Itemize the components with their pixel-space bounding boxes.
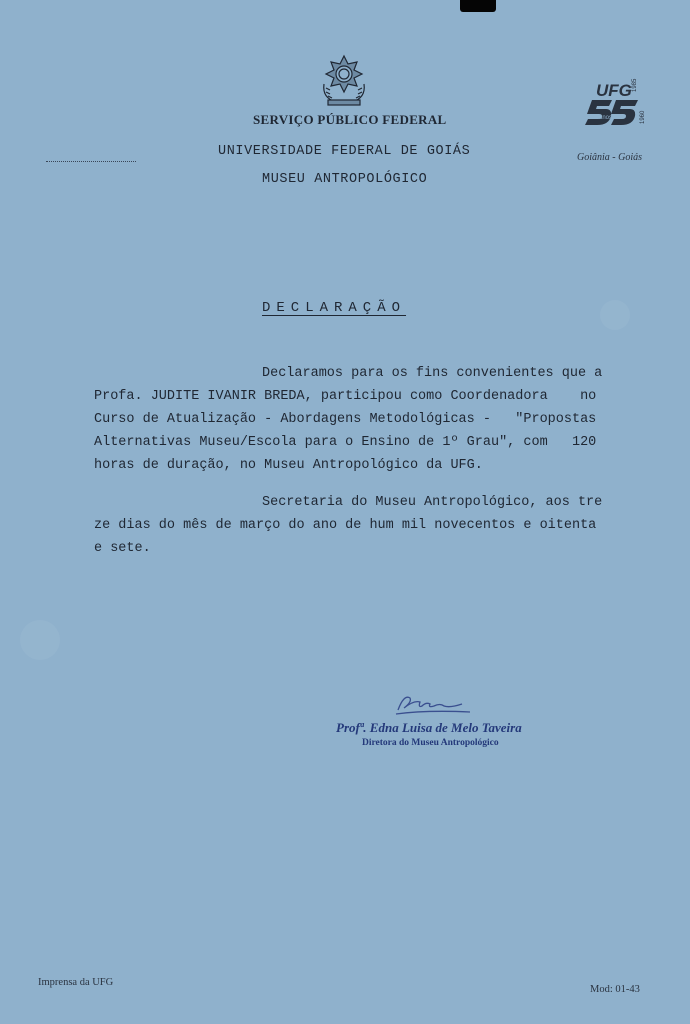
paragraph1-line: Alternativas Museu/Escola para o Ensino de 1º Grau", com 120 [94, 435, 597, 450]
logo-anos-text: anos [599, 115, 613, 121]
university-name: UNIVERSIDADE FEDERAL DE GOIÁS [218, 144, 471, 159]
model-number: Mod: 01-43 [590, 984, 640, 995]
logo-year-start: 1985 [632, 78, 638, 92]
paragraph2-line: e sete. [94, 541, 151, 556]
logo-year-end: 1960 [640, 110, 646, 124]
museum-name: MUSEU ANTROPOLÓGICO [262, 172, 428, 187]
paper-stain [600, 300, 630, 330]
handwritten-signature [394, 692, 474, 718]
paragraph1-line: Curso de Atualização - Abordagens Metodológicas - "Propostas [94, 412, 597, 427]
signatory-name: Profª. Edna Luisa de Melo Taveira [336, 720, 522, 735]
paragraph1-line: Profa. JUDITE IVANIR BREDA, participou como Coordenadora no [94, 389, 597, 404]
ufg-25-anos-logo [578, 78, 648, 130]
service-header: SERVIÇO PÚBLICO FEDERAL [253, 112, 447, 127]
paragraph1-line: horas de duração, no Museu Antropológico da UFG. [94, 458, 483, 473]
paragraph2-line: ze dias do mês de março do ano de hum mil novecentos e oitenta [94, 518, 597, 533]
signatory-role: Diretora do Museu Antropológico [362, 738, 499, 748]
dotted-line [46, 161, 136, 162]
tape-mark [460, 0, 496, 12]
paper-stain [20, 620, 60, 660]
document-title: DECLARAÇÃO [262, 300, 407, 316]
city-label: Goiânia - Goiás [577, 152, 642, 163]
paragraph2-line: Secretaria do Museu Antropológico, aos tre [262, 495, 603, 510]
paragraph1-line: Declaramos para os fins convenientes que a [262, 366, 603, 381]
ufg-logo-text: UFG [596, 81, 632, 100]
brazil-coat-of-arms-icon [318, 54, 370, 108]
printer-label: Imprensa da UFG [38, 977, 114, 988]
